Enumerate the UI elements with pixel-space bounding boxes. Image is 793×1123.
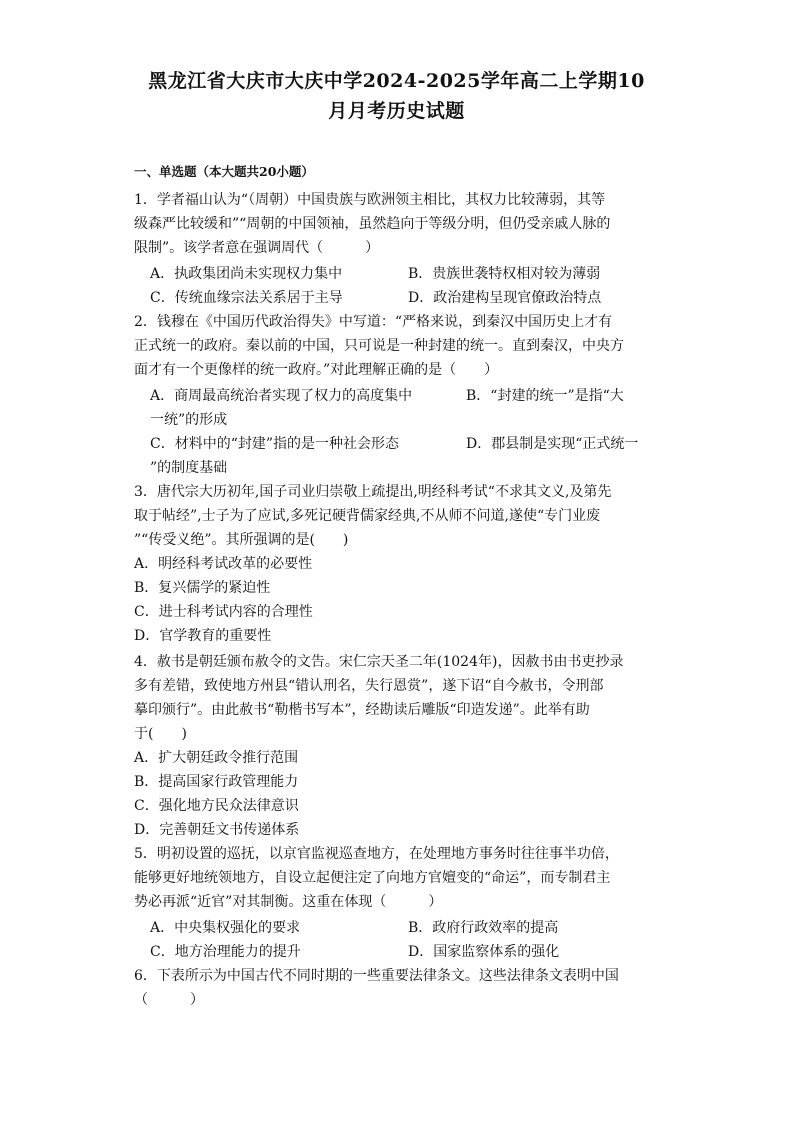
question-1-line-1: 1．学者福山认为“（周朝）中国贵族与欧洲领主相比，其权力比较薄弱，其等 xyxy=(134,192,606,208)
question-1-option-b[interactable]: B．贵族世袭特权相对较为薄弱 xyxy=(408,266,601,282)
question-2-option-b[interactable]: B．“封建的统一”是指“大 xyxy=(466,388,624,404)
question-5-option-a[interactable]: A．中央集权强化的要求 xyxy=(150,920,301,936)
question-1 xyxy=(134,188,670,260)
question-4-option-a[interactable]: A．扩大朝廷政令推行范围 xyxy=(134,750,299,766)
question-2-option-b-continued: 一统”的形成 xyxy=(150,412,228,428)
question-4-line-1: 4．赦书是朝廷颁布赦令的文告。宋仁宗天圣二年(1024年)，因赦书由书吏抄录 xyxy=(134,654,624,670)
question-1-line-2: 级森严比较缓和”“周朝的中国领袖，虽然趋向于等级分明，但仍受亲戚人脉的 xyxy=(134,216,611,232)
question-2-option-d-continued: ”的制度基础 xyxy=(150,460,228,476)
question-4-option-b[interactable]: B．提高国家行政管理能力 xyxy=(134,774,299,790)
question-2-line-1: 2．钱穆在《中国历代政治得失》中写道：“严格来说，到秦汉中国历史上才有 xyxy=(134,314,613,330)
question-5-option-b[interactable]: B．政府行政效率的提高 xyxy=(408,920,559,936)
question-5-line-2: 能够更好地统领地方，自设立起便注定了向地方官嬗变的“命运”，而专制君主 xyxy=(134,870,611,886)
question-5-line-3: 势必再派“近官”对其制衡。这重在体现（ ） xyxy=(134,894,443,910)
question-1-option-d[interactable]: D．政治建构呈现官僚政治特点 xyxy=(408,290,602,306)
question-3-line-3: ”“传受义绝”。其所强调的是( ) xyxy=(134,532,349,548)
question-2-option-d[interactable]: D．郡县制是实现“正式统一 xyxy=(466,436,639,452)
question-3-option-c[interactable]: C．进士科考试内容的合理性 xyxy=(134,604,313,620)
question-3-line-1: 3．唐代宗大历初年,国子司业归崇敬上疏提出,明经科考试“不求其文义,及第先 xyxy=(134,484,612,500)
section-heading: 一、单选题（本大题共20小题） xyxy=(134,164,314,179)
question-1-line-3: 限制”。该学者意在强调周代（ ） xyxy=(134,240,380,256)
question-4-line-2: 多有差错，致使地方州县“错认刑名，失行恩赏”，遂下诏“自今赦书，令刑部 xyxy=(134,678,604,694)
question-3-option-b[interactable]: B．复兴儒学的紧迫性 xyxy=(134,580,271,596)
question-4-line-3: 摹印颁行”。由此赦书“勒楷书写本”，经勘读后雕版“印造发递”。此举有助 xyxy=(134,702,590,718)
question-5-line-1: 5．明初设置的巡抚，以京官监视巡查地方，在处理地方事务时往往事半功倍， xyxy=(134,846,619,862)
question-2-option-a[interactable]: A．商周最高统治者实现了权力的高度集中 xyxy=(150,388,413,404)
question-2-line-2: 正式统一的政府。秦以前的中国，只可说是一种封建的统一。直到秦汉，中央方 xyxy=(134,338,624,354)
page-title xyxy=(120,66,673,126)
question-4-line-4: 于( ) xyxy=(134,726,187,742)
question-5-option-c[interactable]: C．地方治理能力的提升 xyxy=(150,944,301,960)
question-1-option-c[interactable]: C．传统血缘宗法关系居于主导 xyxy=(150,290,343,306)
question-3 xyxy=(134,480,670,552)
question-6-line-1: 6．下表所示为中国古代不同时期的一些重要法律条文。这些法律条文表明中国 xyxy=(134,968,619,984)
question-2 xyxy=(134,310,670,382)
question-2-option-c[interactable]: C．材料中的“封建”指的是一种社会形态 xyxy=(150,436,400,452)
question-2-line-3: 面才有一个更像样的统一政府。”对此理解正确的是（ ） xyxy=(134,362,499,378)
question-5-option-d[interactable]: D．国家监察体系的强化 xyxy=(408,944,560,960)
question-3-line-2: 取于帖经”,士子为了应试,多死记硬背儒家经典,不从师不问道,遂使“专门业废 xyxy=(134,508,601,524)
question-6 xyxy=(134,964,670,1012)
question-3-option-d[interactable]: D．官学教育的重要性 xyxy=(134,628,272,644)
question-4-option-c[interactable]: C．强化地方民众法律意识 xyxy=(134,798,299,814)
question-4 xyxy=(134,650,670,746)
question-6-line-2: （ ） xyxy=(134,992,204,1008)
question-3-option-a[interactable]: A．明经科考试改革的必要性 xyxy=(134,556,313,572)
title-line-2: 月月考历史试题 xyxy=(328,100,465,122)
question-4-option-d[interactable]: D．完善朝廷文书传递体系 xyxy=(134,822,300,838)
question-1-option-a[interactable]: A．执政集团尚未实现权力集中 xyxy=(150,266,343,282)
question-5 xyxy=(134,842,670,914)
title-line-1: 黑龙江省大庆市大庆中学2024-2025学年高二上学期10 xyxy=(148,70,645,92)
